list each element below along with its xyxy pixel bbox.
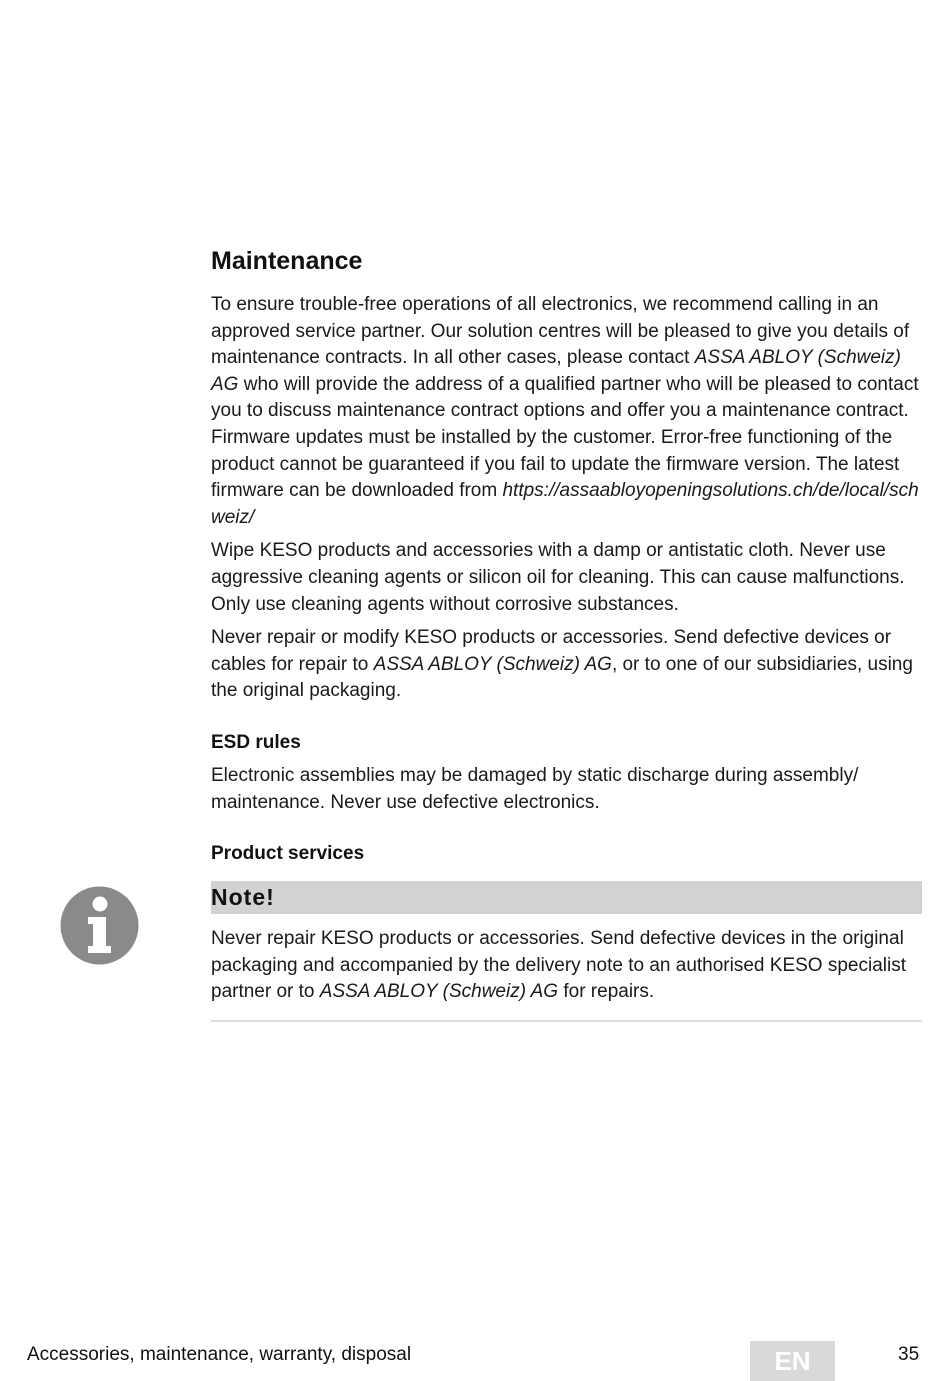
info-icon [60,886,139,965]
note-box [211,881,922,1022]
text-span: who will provide the address of a qualified partner who will be pleased to contact you to discuss maintenance contract options and offer you a maintenance contract. Firmware updates must be installed by the customer. Error-free functioning of the product cannot be guaranteed if you fail to update the firmware version. The latest firmware can be downloaded from [211,373,919,502]
language-badge: EN [750,1341,835,1381]
esd-rules-text: Electronic assemblies may be damaged by static discharge during assembly/ maintenance. Never use defective electronics. [211,764,859,813]
note-text [211,926,922,1006]
text-span: , or to one of our subsidiaries, using the original packaging. [211,653,913,702]
section-title: Maintenance [211,247,363,275]
text-span: To ensure trouble-free operations of all electronics, we recommend calling in an approved service partner. Our solution centres will be pleased to give you details of maintenance contracts. In all other cases, please contact [211,294,910,369]
firmware-url: https://assaabloyopeningsolutions.ch/de/local/schweiz/ [211,480,919,528]
maintenance-paragraph [211,292,922,531]
company-name: ASSA ABLOY (Schweiz) AG [211,347,901,395]
esd-rules-heading: ESD rules [211,731,301,753]
company-name: ASSA ABLOY (Schweiz) AG [373,653,612,675]
page-number: 35 [898,1344,920,1365]
cleaning-paragraph: Wipe KESO products and accessories with a damp or antistatic cloth. Never use aggressive cleaning agents or silicon oil for cleaning. This can cause malfunctions. Only use cleaning agents without corrosive substances. [211,540,905,615]
text-span: for repairs. [558,981,655,1003]
footer-chapter: Accessories, maintenance, warranty, disposal [27,1344,412,1365]
repair-paragraph [211,625,922,705]
note-divider [211,1020,922,1022]
text-span: Never repair or modify KESO products or accessories. Send defective devices or cables for repair to [211,627,892,675]
note-label: Note! [211,881,922,914]
product-services-heading: Product services [211,843,365,865]
company-name: ASSA ABLOY (Schweiz) AG [319,981,559,1003]
text-span: Never repair KESO products or accessories. Send defective devices in the original packaging and accompanied by the delivery note to an authorised KESO specialist partner or to [211,928,906,1003]
maintenance-section [211,244,922,874]
